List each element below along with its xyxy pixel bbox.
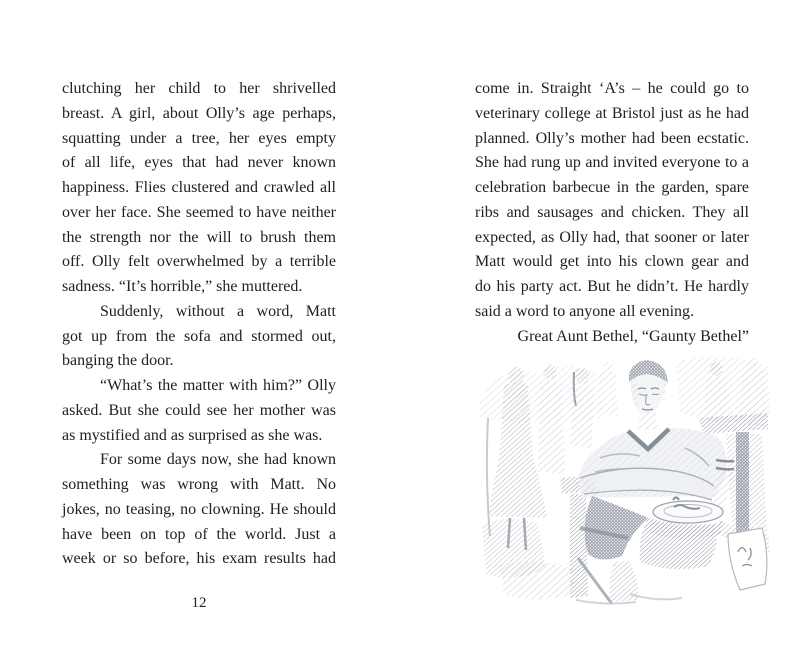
left-page-text (62, 77, 336, 572)
text-line: “What’s the matter with him?” Olly (100, 377, 336, 394)
text-line: banging the door. (62, 352, 174, 370)
text-line: Great Aunt Bethel, “Gaunty Bethel” (517, 327, 749, 345)
text-line: Suddenly, without a word, Matt (100, 302, 336, 320)
text-line: planned. Olly’s mother had been ecstatic. (475, 129, 749, 147)
text-line: got up from the sofa and stormed out, (62, 327, 336, 345)
text-line: have been on top of the world. Just a (62, 525, 336, 543)
text-line: expected, as Olly had, that sooner or later (475, 228, 749, 246)
text-line: something was wrong with Matt. No (62, 476, 336, 493)
text-line: said a word to anyone all evening. (475, 302, 695, 320)
text-line: off. Olly felt overwhelmed by a terrible (62, 253, 336, 271)
text-line: breast. A girl, about Olly’s age perhaps, (62, 104, 336, 122)
text-line: asked. But she could see her mother was (62, 401, 336, 419)
barbecue-sketch-illustration (480, 356, 770, 606)
text-line: of all life, eyes that had never known (62, 154, 336, 172)
text-line: over her face. She seemed to have neither (62, 203, 336, 221)
text-line: come in. Straight ‘A’s – he could go to (475, 80, 749, 97)
text-line: happiness. Flies clustered and crawled all (62, 179, 336, 196)
text-line: week or so before, his exam results had (62, 550, 336, 568)
text-line: celebration barbecue in the garden, spare (475, 179, 749, 196)
text-line: the strength nor the will to brush them (62, 228, 336, 246)
text-line: do his party act. But he didn’t. He hardly (475, 278, 749, 295)
sketch-foreground-right (718, 520, 770, 590)
text-line: squatting under a tree, her eyes empty (62, 129, 336, 147)
text-line: jokes, no teasing, no clowning. He should (62, 500, 336, 518)
text-line: For some days now, she had known (100, 451, 336, 469)
text-line: ribs and sausages and chicken. They all (475, 203, 749, 221)
right-page-text (475, 77, 749, 349)
text-line: sadness. “It’s horrible,” she muttered. (62, 278, 303, 295)
page-number: 12 (191, 595, 207, 611)
text-line: clutching her child to her shrivelled (62, 80, 336, 97)
text-line: as mystified and as surprised as she was. (62, 426, 323, 444)
text-line: Matt would get into his clown gear and (475, 253, 749, 271)
text-line: She had rung up and invited everyone to a (475, 154, 749, 172)
text-line: veterinary college at Bristol just as he had (475, 104, 749, 122)
